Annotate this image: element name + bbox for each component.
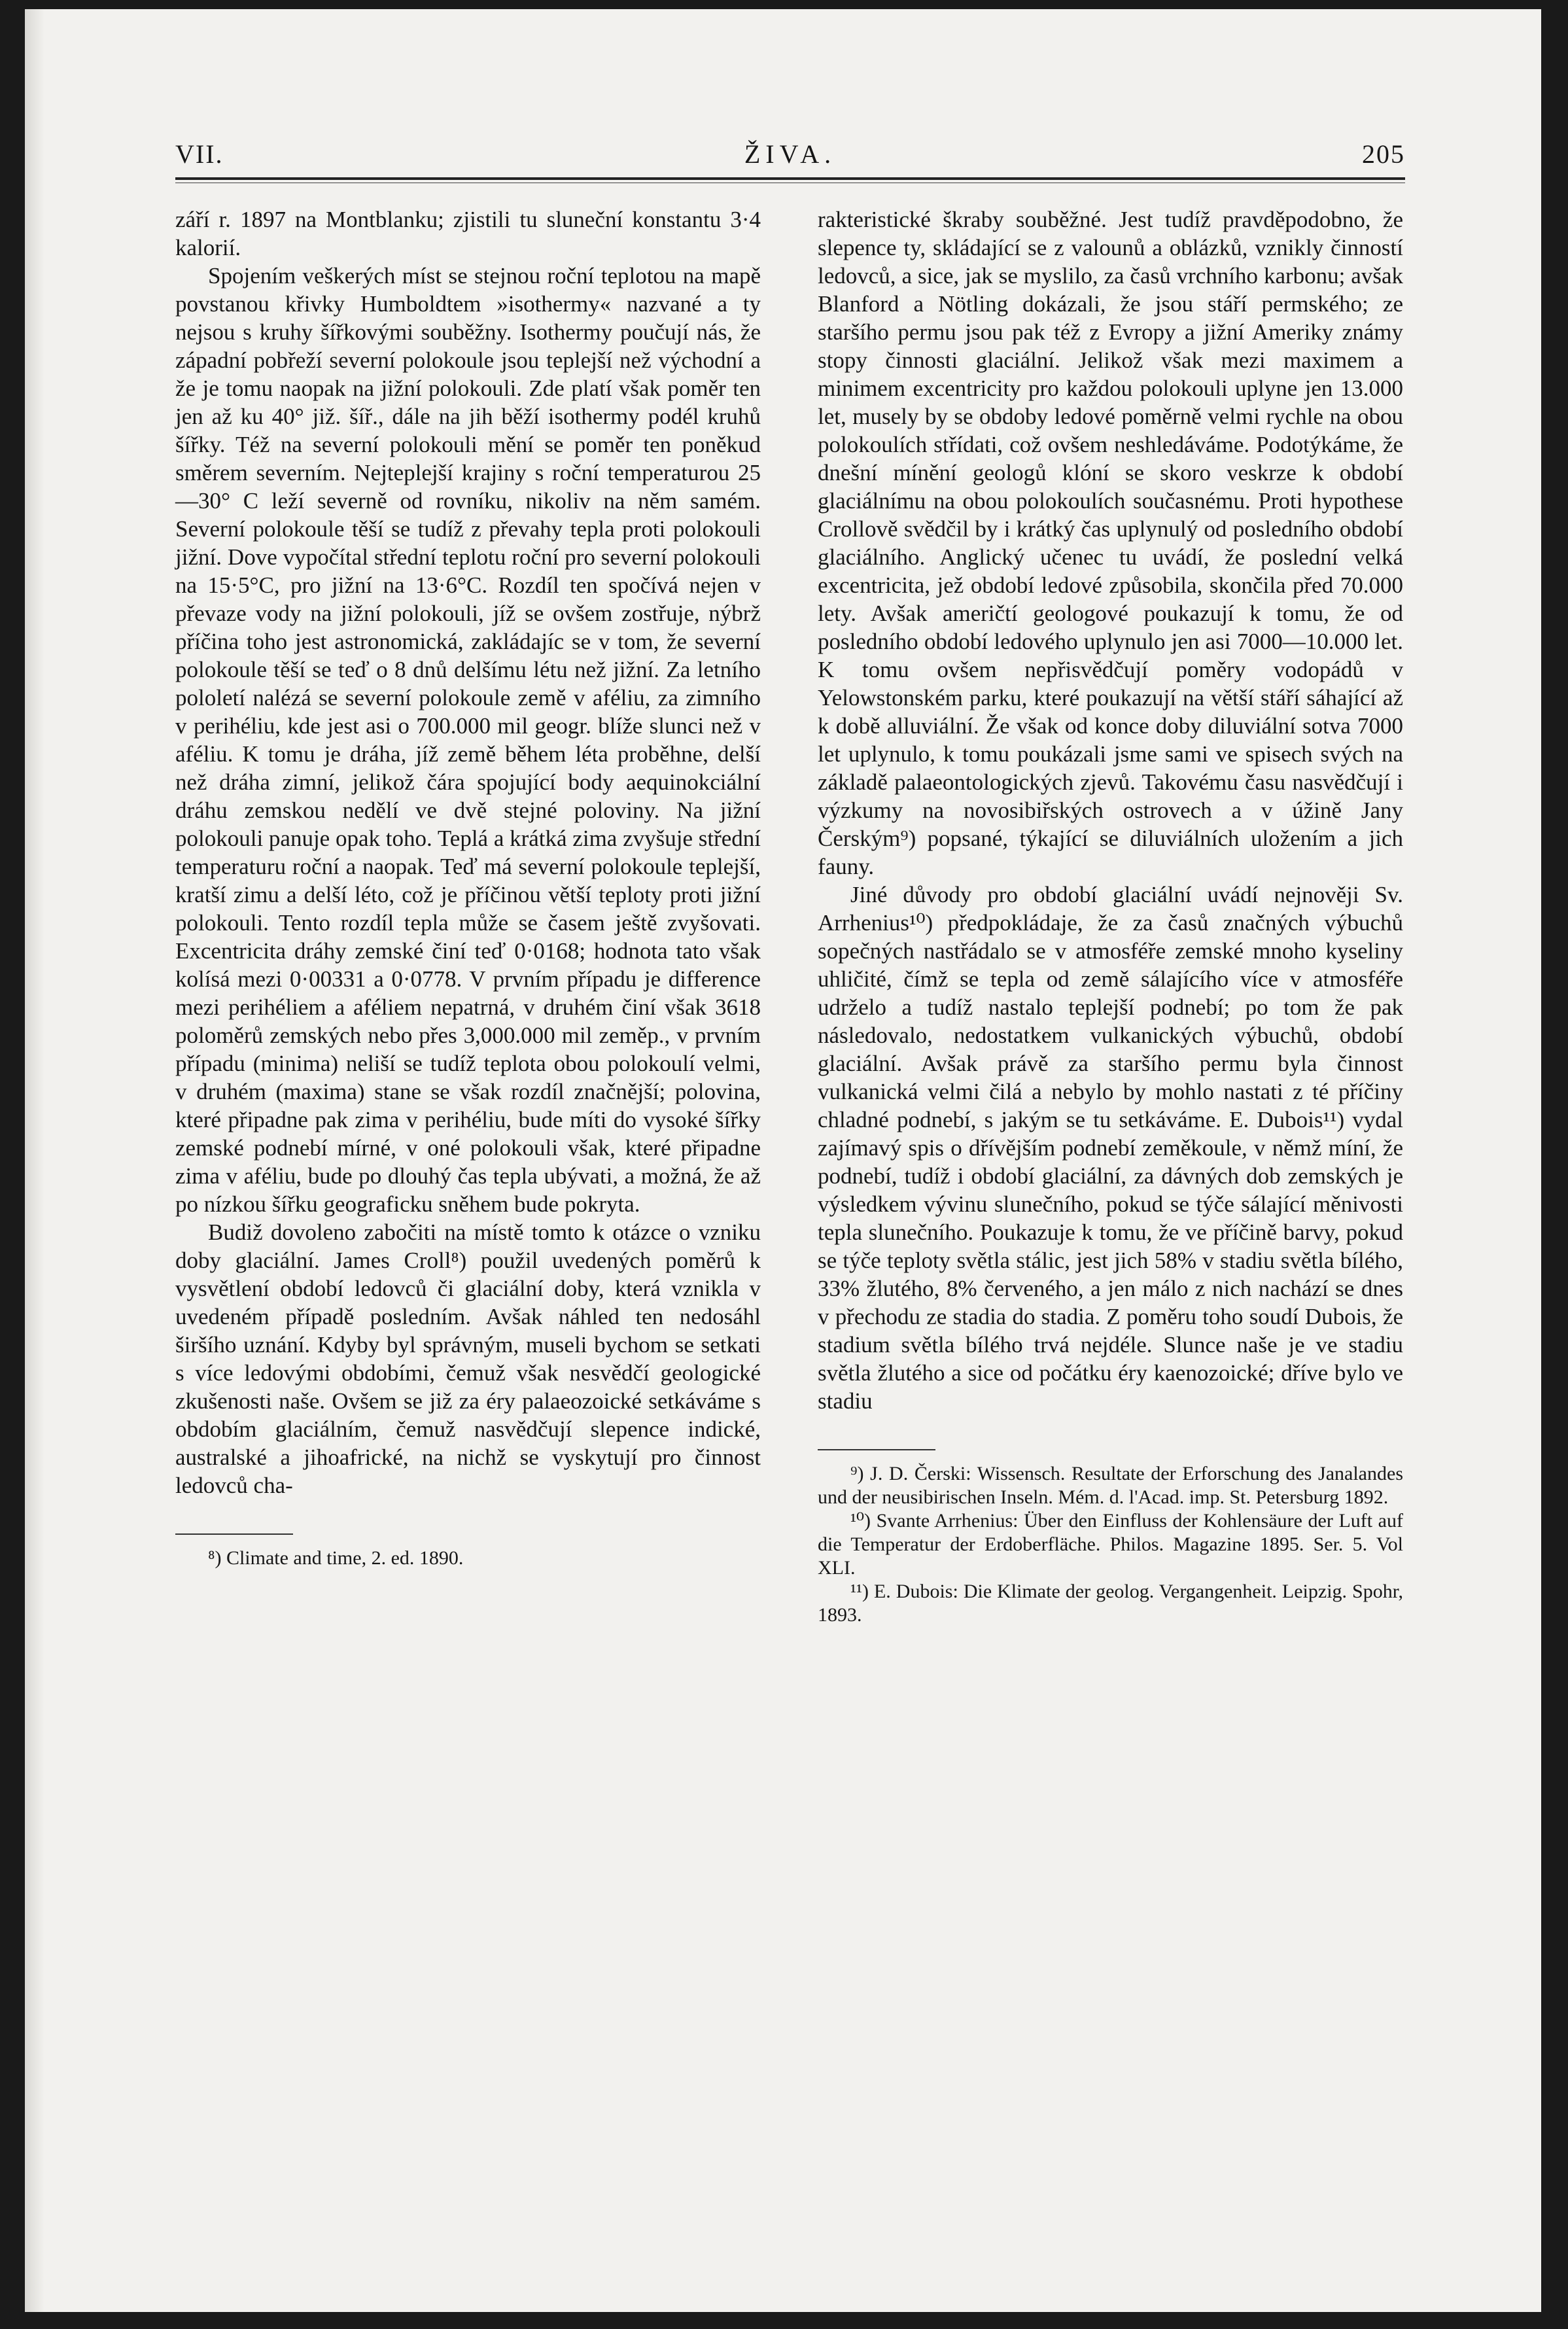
paragraph: rakteristické škraby souběžné. Jest tudíž pravděpodobno, že slepence ty, skládající se z valounů a oblázků, vznikly činností ledovců, a sice, jak se myslilo, za časů vrchního karbonu; avšak Blanford a Nötling dokázali, že jsou stáří permského; ze staršího permu jsou pak též z Evropy a jižní Ameriky známy stopy činnosti glaciální. Jelikož však mezi maximem a minimem excentricity pro každou polokouli uplyne jen 13.000 let, musely by se obdoby ledové poměrně velmi rychle na obou polokoulích střídati, což ovšem neshledáváme. Podotýkáme, že dnešní mínění geologů klóní se skoro veskrze k období glaciálnímu na obou polokoulích současnému. Proti hypothese Crollově svědčil by i krátký čas uplynulý od posledního období glaciálního. Anglický učenec tu uvádí, že poslední velká excentricita, jež období ledové způsobila, skončila před 70.000 lety. Avšak američtí geologové poukazují k tomu, že od posledního období ledového uplynulo jen asi 7000—10.000 let. K tomu ovšem nepřisvědčují poměry vodopádů v Yelowstonském parku, které poukazují na větší stáří sáhající až k době alluviální. Že však od konce doby diluviální sotva 7000 let uplynulo, k tomu poukázali jsme sami ve spisech svých na základě palaeontologických zjevů. Takovému času nasvědčují i výzkumy na novosibiřských ostrovech a v úžině Jany Čerským⁹) popsané, týkající se diluviálních uložením a jich fauny. <box>818 207 1403 879</box>
right-column <box>818 205 1403 1627</box>
footnote: ⁸) Climate and time, 2. ed. 1890. <box>208 1547 464 1569</box>
paragraph: září r. 1897 na Montblanku; zjistili tu sluneční konstantu 3·4 kalorií. <box>175 207 761 260</box>
book-page <box>25 9 1541 2312</box>
volume-number: VII. <box>175 139 224 169</box>
paragraph: Budiž dovoleno zabočiti na místě tomto k otázce o vzniku doby glaciální. James Croll⁸) použil uvedených poměrů k vysvětlení období ledovců či glaciální doby, která vznikla v uvedeném případě posledním. Avšak náhled ten nedosáhl širšího uznání. Kdyby byl správným, museli bychom se setkati s více ledovými obdobími, čemuž však nesvědčí geologické zkušenosti naše. Ovšem se již za éry palaeozoické setkáváme s obdobím glaciálním, čemuž nasvědčují slepence indické, australské a jihoafrické, na nichž se vyskytují pro činnost ledovců cha- <box>175 1219 761 1498</box>
left-column <box>175 205 761 1570</box>
binding-shadow <box>25 9 44 2312</box>
page-number: 205 <box>1362 139 1405 169</box>
footnote: ⁹) J. D. Čerski: Wissensch. Resultate der Erforschung des Janalandes und der neusibirischen Inseln. Mém. d. l'Acad. imp. St. Petersburg 1892. <box>818 1463 1403 1508</box>
running-header <box>175 139 1405 171</box>
footnote: ¹¹) E. Dubois: Die Klimate der geolog. Vergangenheit. Leipzig. Spohr, 1893. <box>818 1581 1403 1626</box>
footnote-rule <box>818 1449 935 1450</box>
paragraph: Spojením veškerých míst se stejnou roční teplotou na mapě povstanou křivky Humboldtem »isothermy« nazvané a ty nejsou s kruhy šířkovými souběžny. Isothermy poučují nás, že západní pobřeží severní polokoule jsou teplejší než východní a že je tomu naopak na jižní polokouli. Zde platí však poměr ten jen až ku 40° již. šíř., dále na jih běží isothermy podél kruhů šířky. Též na severní polokouli mění se poměr ten poněkud směrem severním. Nejteplejší krajiny s roční temperaturou 25—30° C leží severně od rovníku, nikoliv na něm samém. Severní polokoule těší se tudíž z převahy tepla proti polokouli jižní. Dove vypočítal střední teplotu roční pro severní polokouli na 15·5°C, pro jižní na 13·6°C. Rozdíl ten spočívá nejen v převaze vody na jižní polokouli, jíž se ovšem zostřuje, nýbrž příčina toho jest astronomická, zakládajíc se v tom, že severní polokoule těší se teď o 8 dnů delšímu létu než jižní. Za letního pololetí nalézá se severní polokoule země v aféliu, za zimního v perihéliu, kde jest asi o 700.000 mil geogr. blíže slunci než v aféliu. K tomu je dráha, jíž země během léta proběhne, delší než dráha zimní, jelikož čára spojující body aequinokciální dráhu zemskou nedělí ve dvě stejné poloviny. Na jižní polokouli panuje opak toho. Teplá a krátká zima zvyšuje střední temperaturu roční a naopak. Teď má severní polokoule teplejší, kratší zimu a delší léto, což je příčinou větší teploty proti jižní polokouli. Tento rozdíl tepla může se časem ještě zvyšovati. Excentricita dráhy zemské činí teď 0·0168; hodnota tato však kolísá mezi 0·00331 a 0·0778. V prvním případu je difference mezi perihéliem a aféliem nepatrná, v druhém činí však 3618 poloměrů zemských nebo přes 3,000.000 mil zeměp., v prvním případu (minima) neliší se tudíž teplota obou polokoulí velmi, v druhém (maxima) stane se však rozdíl značnější; polovina, které připadne pak zima v perihéliu, bude míti do vysoké šířky zemské podnebí mírné, v oné polokouli však, které připadne zima v aféliu, bude po dlouhý čas tepla ubývati, a možná, že až po nízkou šířku geograficku sněhem bude pokryta. <box>175 263 761 1217</box>
footnote: ¹⁰) Svante Arrhenius: Über den Einfluss der Kohlensäure der Luft auf die Temperatur der Erdoberfläche. Philos. Magazine 1895. Ser. 5. Vol XLI. <box>818 1510 1403 1579</box>
paragraph: Jiné důvody pro období glaciální uvádí nejnověji Sv. Arrhenius¹⁰) předpokládaje, že za časů značných výbuchů sopečných nastřádalo se v atmosféře zemské mnoho kyseliny uhličité, čímž se tepla od země sálajícího více v atmosféře udrželo a tudíž nastalo teplejší podnebí; po tom že pak následovalo, nedostatkem vulkanických výbuchů, období glaciální. Avšak právě za staršího permu byla činnost vulkanická velmi čilá a nebylo by mohlo nastati z té příčiny chladné podnebí, s jakým se tu setkáváme. E. Dubois¹¹) vydal zajímavý spis o dřívějším podnebí zeměkoule, v němž míní, že podnebí, tudíž i období glaciální, za dávných dob zemských je výsledkem vývinu slunečního, pokud se týče sálající měnivosti tepla slunečního. Poukazuje k tomu, že ve příčině barvy, pokud se týče teploty světla stálic, jest jich 58% v stadiu světla bílého, 33% žlutého, 8% červeného, a jen málo z nich nachází se dnes v přechodu ze stadia do stadia. Z poměru toho soudí Dubois, že stadium světla bílého trvá nejdéle. Slunce naše je ve stadiu světla žlutého a sice od počátku éry kaenozoické; dříve bylo ve stadiu <box>818 882 1403 1414</box>
footnote-rule <box>175 1533 293 1535</box>
header-rule <box>175 177 1405 180</box>
journal-title: ŽIVA. <box>744 139 837 169</box>
